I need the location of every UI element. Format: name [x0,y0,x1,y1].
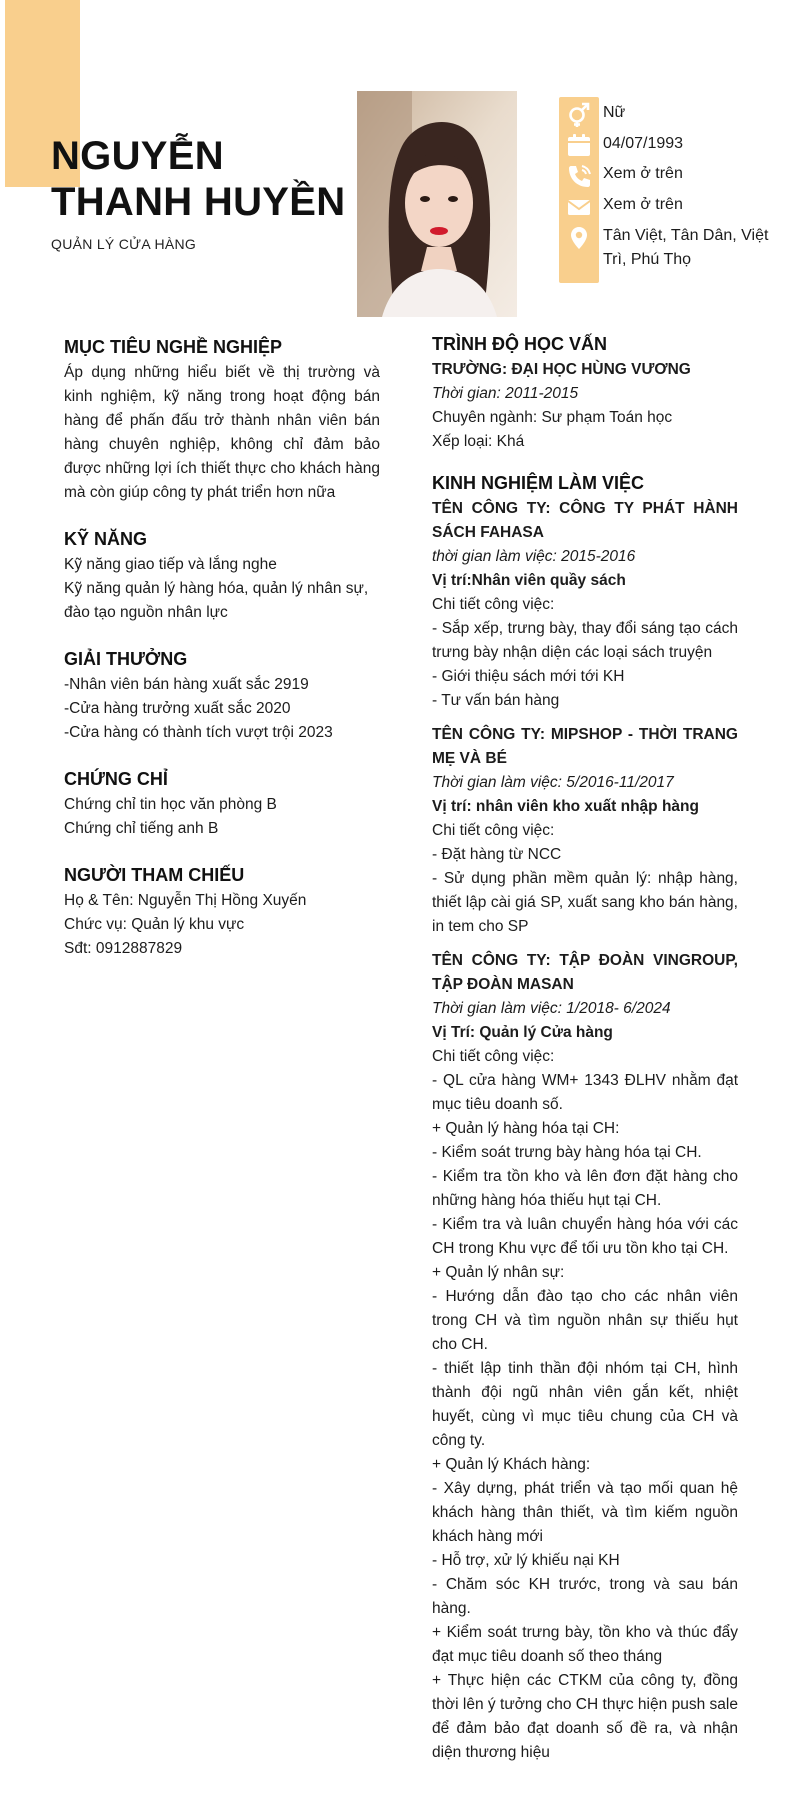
experience-heading: KINH NGHIỆM LÀM VIỆC [432,473,645,493]
job-detail: - Kiểm tra tồn kho và lên đơn đặt hàng cho những hàng hóa thiếu hụt tại CH. [432,1168,738,1209]
job-detail: - Kiểm tra và luân chuyển hàng hóa với các CH trong Khu vực để tối ưu tồn kho tại CH. [432,1216,738,1257]
list-item: Chức vụ: Quản lý khu vực [64,916,245,933]
job-detail: Chi tiết công việc: [432,822,555,839]
list-item: Chứng chỉ tiếng anh B [64,820,219,837]
right-column [432,332,738,1765]
job-company: TÊN CÔNG TY: MIPSHOP - THỜI TRANG MẸ VÀ BÉ [432,726,738,767]
location-pin-icon [565,224,593,252]
job-entry [432,497,738,713]
job-company: TÊN CÔNG TY: CÔNG TY PHÁT HÀNH SÁCH FAHASA [432,500,738,541]
education-time: Thời gian: 2011-2015 [432,385,579,402]
list-item: Chứng chỉ tin học văn phòng B [64,796,277,813]
job-detail: Chi tiết công việc: [432,1048,555,1065]
contact-phone: Xem ở trên [603,165,683,182]
reference-section [64,863,380,961]
contact-email: Xem ở trên [603,196,683,213]
education-school: TRƯỜNG: ĐẠI HỌC HÙNG VƯƠNG [432,361,691,378]
job-position: Vị trí: nhân viên kho xuất nhập hàng [432,798,699,815]
job-detail: Chi tiết công việc: [432,596,555,613]
job-entry [432,949,738,1765]
job-detail: - QL cửa hàng WM+ 1343 ĐLHV nhằm đạt mục tiêu doanh số. [432,1072,738,1113]
job-time: Thời gian làm việc: 1/2018- 6/2024 [432,1000,671,1017]
certificates-heading: CHỨNG CHỈ [64,769,168,789]
education-rank: Xếp loại: Khá [432,433,525,450]
phone-icon [565,162,593,190]
contact-address: Tân Việt, Tân Dân, Việt Trì, Phú Thọ [603,227,769,268]
reference-heading: NGƯỜI THAM CHIẾU [64,865,245,885]
job-position: Vị trí:Nhân viên quầy sách [432,572,626,589]
list-item: -Nhân viên bán hàng xuất sắc 2919 [64,676,309,693]
job-detail: - Giới thiệu sách mới tới KH [432,668,625,685]
email-icon [565,193,593,221]
list-item: -Cửa hàng có thành tích vượt trội 2023 [64,724,333,741]
list-item: Sđt: 0912887829 [64,940,183,957]
job-time: thời gian làm việc: 2015-2016 [432,548,636,565]
calendar-icon [565,131,593,159]
name-line-1: NGUYỄN [51,134,224,178]
name-line-2: THANH HUYỀN [51,180,346,224]
awards-heading: GIẢI THƯỞNG [64,649,188,669]
job-time: Thời gian làm việc: 5/2016-11/2017 [432,774,674,791]
list-item: -Cửa hàng trưởng xuất sắc 2020 [64,700,291,717]
job-detail: - Xây dựng, phát triển và tạo mối quan hệ khách hàng thân thiết, và tìm kiếm nguồn khách hàng mới [432,1480,738,1545]
job-detail: - Sắp xếp, trưng bày, thay đổi sáng tạo cách trưng bày nhận diện các loại sách truyện [432,620,738,661]
job-detail: - Sử dụng phần mềm quản lý: nhập hàng, thiết lập cài giá SP, xuất sang kho bán hàng, in tem cho SP [432,870,738,935]
list-item: Họ & Tên: Nguyễn Thị Hồng Xuyến [64,892,307,909]
skills-section [64,527,380,625]
job-entry [432,723,738,939]
objective-heading: MỤC TIÊU NGHỀ NGHIỆP [64,337,283,357]
job-detail: - Tư vấn bán hàng [432,692,560,709]
job-detail: + Kiểm soát trưng bày, tồn kho và thúc đẩy đạt mục tiêu doanh số theo tháng [432,1624,738,1665]
job-detail: - thiết lập tinh thần đội nhóm tại CH, hình thành đội ngũ nhân viên gắn kết, nhiệt huyết, cùng vì mục tiêu chung của CH và công ty. [432,1360,738,1449]
job-detail: - Hướng dẫn đào tạo cho các nhân viên trong CH và tìm nguồn nhân sự thiếu hụt cho CH. [432,1288,738,1353]
education-section [432,332,738,454]
contact-birthday: 04/07/1993 [603,135,684,152]
contact-icon-bar [559,97,599,283]
skills-heading: KỸ NĂNG [64,529,148,549]
list-item: Kỹ năng giao tiếp và lắng nghe [64,556,277,573]
contact-gender: Nữ [603,104,626,121]
experience-section [432,471,738,1765]
objective-text: Áp dụng những hiểu biết về thị trường và kinh nghiệm, kỹ năng trong hoạt động bán hàng để phấn đấu trở thành nhân viên bán hàng chuyên nghiệp, không chỉ đảm bảo được những lợi ích thiết thực cho khách hàng mà còn giúp công ty phát triển hơn nữa [64,364,380,501]
job-detail: + Quản lý hàng hóa tại CH: [432,1120,620,1137]
list-item: Kỹ năng quản lý hàng hóa, quản lý nhân sự, đào tạo nguồn nhân lực [64,580,369,621]
education-major: Chuyên ngành: Sư phạm Toán học [432,409,673,426]
job-company: TÊN CÔNG TY: TẬP ĐOÀN VINGROUP, TẬP ĐOÀN MASAN [432,952,738,993]
certificates-section [64,767,380,841]
job-detail: + Quản lý Khách hàng: [432,1456,591,1473]
job-detail: - Đặt hàng từ NCC [432,846,562,863]
gender-icon [565,100,593,128]
job-detail: + Quản lý nhân sự: [432,1264,565,1281]
education-heading: TRÌNH ĐỘ HỌC VẤN [432,334,607,354]
awards-section [64,647,380,745]
profile-photo [357,91,517,317]
job-title: QUẢN LÝ CỬA HÀNG [51,236,197,252]
objective-section [64,335,380,505]
job-position: Vị Trí: Quản lý Cửa hàng [432,1024,613,1041]
left-column [64,335,380,961]
candidate-name [51,133,351,225]
job-detail: + Thực hiện các CTKM của công ty, đồng thời lên ý tưởng cho CH thực hiện push sale để đảm bảo đạt doanh số đề ra, và nhận diện thương hiệu [432,1672,738,1761]
job-detail: - Hỗ trợ, xử lý khiếu nại KH [432,1552,620,1569]
job-detail: - Chăm sóc KH trước, trong và sau bán hàng. [432,1576,738,1617]
job-detail: - Kiểm soát trưng bày hàng hóa tại CH. [432,1144,702,1161]
